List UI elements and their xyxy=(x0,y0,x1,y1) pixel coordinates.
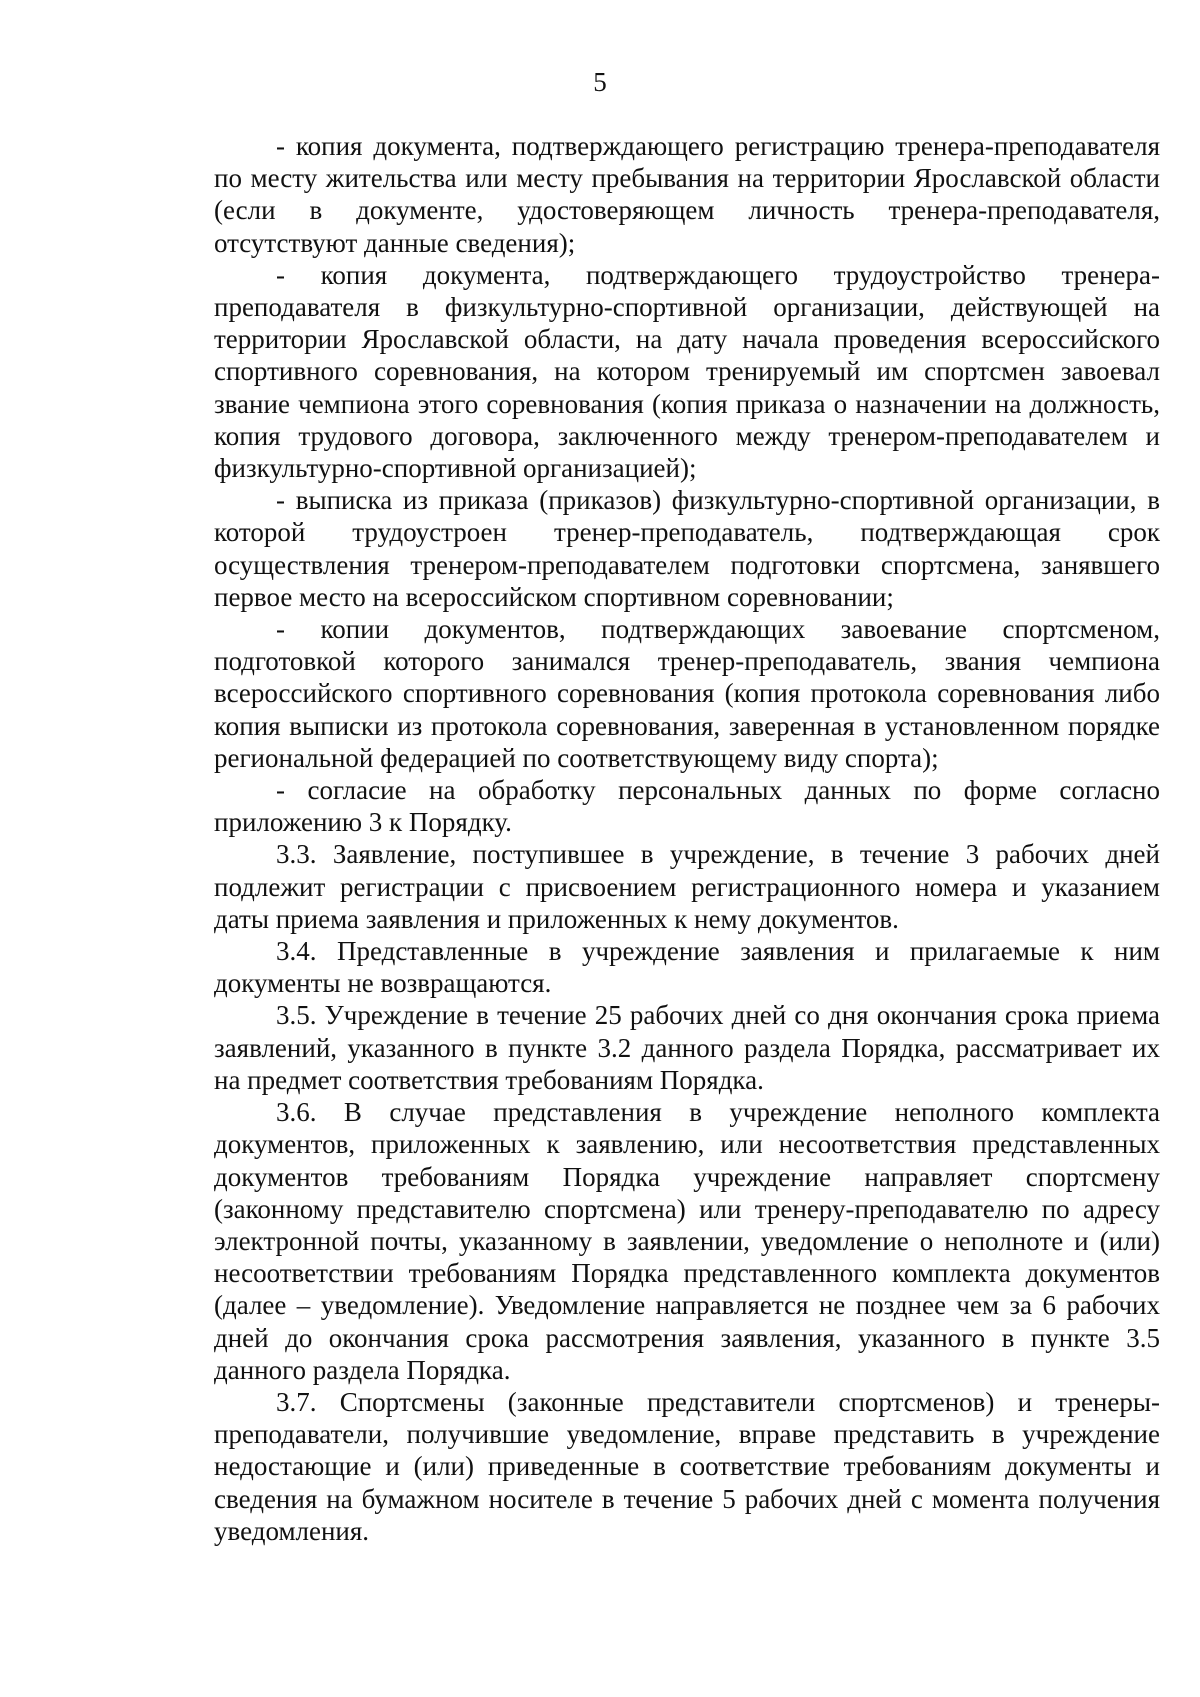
paragraph-copy-employment-document: - копия документа, подтверждающего трудоустройство тренера-преподавателя в физкультурно-спортивной организации, действующей на территории Ярославской области, на дату начала проведения всероссийского спортивного соревнования, на котором тренируемый им спортсмен завоевал звание чемпиона этого соревнования (копия приказа о назначении на должность, копия трудового договора, заключенного между тренером-преподавателем и физкультурно-спортивной организацией); xyxy=(214,259,1160,484)
paragraph-3-4: 3.4. Представленные в учреждение заявления и прилагаемые к ним документы не возвращаются. xyxy=(214,936,1160,999)
page-number: 5 xyxy=(593,67,607,97)
paragraph-3-3: 3.3. Заявление, поступившее в учреждение, в течение 3 рабочих дней подлежит регистрации с присвоением регистрационного номера и указанием даты приема заявления и приложенных к нему документов. xyxy=(214,839,1160,934)
paragraph-order-extract: - выписка из приказа (приказов) физкультурно-спортивной организации, в которой трудоустроен тренер-преподаватель, подтверждающая срок осуществления тренером-преподавателем подготовки спортсмена, занявшего первое место на всероссийском спортивном соревновании; xyxy=(214,485,1160,612)
paragraph-3-7: 3.7. Спортсмены (законные представители спортсменов) и тренеры-преподаватели, получившие уведомление, вправе представить в учреждение недостающие и (или) приведенные в соответствие требованиям документы и сведения на бумажном носителе в течение 5 рабочих дней с момента получения уведомления. xyxy=(214,1386,1160,1546)
paragraph-3-6: 3.6. В случае представления в учреждение неполного комплекта документов, приложенных к заявлению, или несоответствия представленных документов требованиям Порядка учреждение направляет спортсмену (законному представителю спортсмена) или тренеру-преподавателю по адресу электронной почты, указанному в заявлении, уведомление о неполноте и (или) несоответствии требованиям Порядка представленного комплекта документов (далее – уведомление). Уведомление направляется не позднее чем за 6 рабочих дней до окончания срока рассмотрения заявления, указанного в пункте 3.5 данного раздела Порядка. xyxy=(214,1097,1160,1385)
paragraph-copy-registration-document: - копия документа, подтверждающего регистрацию тренера-преподавателя по месту жительства или месту пребывания на территории Ярославской области (если в документе, удостоверяющем личность тренера-преподавателя, отсутствуют данные сведения); xyxy=(214,131,1160,258)
paragraph-personal-data-consent: - согласие на обработку персональных данных по форме согласно приложению 3 к Порядку. xyxy=(214,775,1160,838)
paragraph-championship-documents: - копии документов, подтверждающих завоевание спортсменом, подготовкой которого занимался тренер-преподаватель, звания чемпиона всероссийского спортивного соревнования (копия протокола соревнования либо копия выписки из протокола соревнования, заверенная в установленном порядке региональной федерацией по соответствующему виду спорта); xyxy=(214,614,1160,773)
paragraph-3-5: 3.5. Учреждение в течение 25 рабочих дней со дня окончания срока приема заявлений, указанного в пункте 3.2 данного раздела Порядка, рассматривает их на предмет соответствия требованиям Порядка. xyxy=(214,1000,1160,1095)
document-body xyxy=(214,130,1160,1547)
